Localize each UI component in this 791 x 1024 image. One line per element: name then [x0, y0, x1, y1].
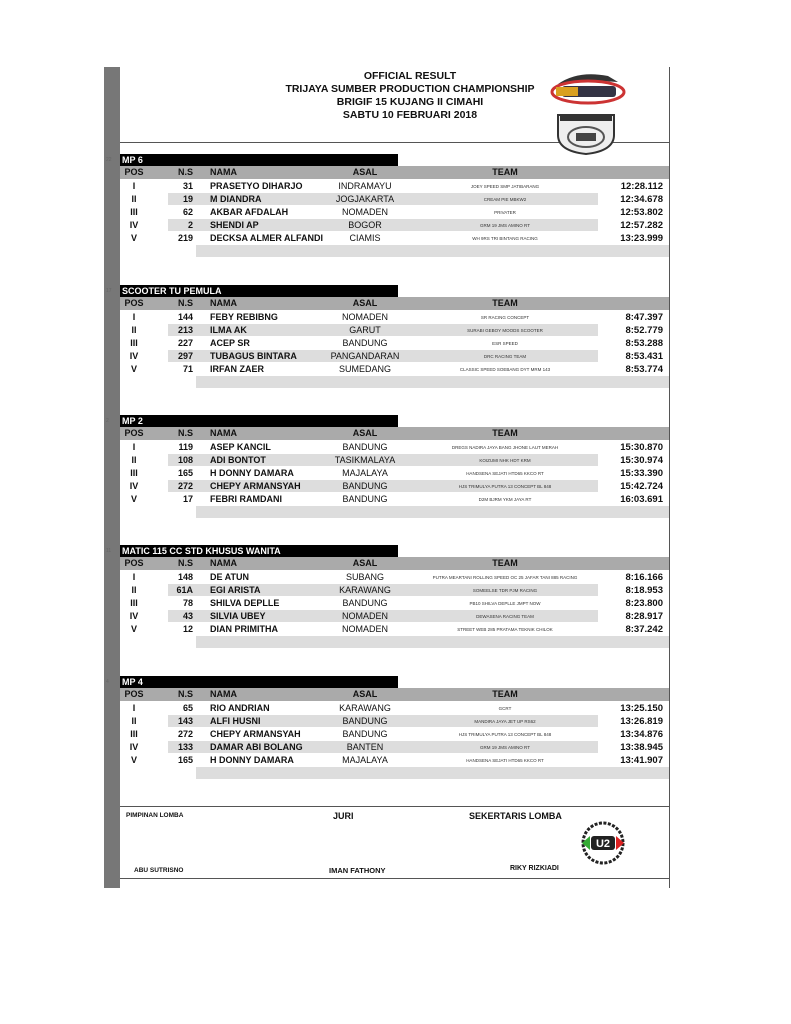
section-title: SCOOTER TU PEMULA	[120, 285, 398, 297]
cell-ns: 78	[182, 598, 193, 608]
cell-ns: 62	[182, 207, 193, 217]
cell-ns: 19	[182, 194, 193, 204]
cell-pos: III	[130, 598, 138, 608]
cell-ns: 148	[177, 572, 193, 582]
race-section	[106, 285, 669, 389]
cell-team: SOMEELSE TDR PJM RACING	[472, 588, 538, 593]
u2-stamp-icon	[576, 821, 630, 865]
cell-ns: 213	[177, 325, 193, 335]
cell-asal: BANDUNG	[342, 598, 388, 608]
race-section	[106, 154, 669, 258]
cell-nama: ILMA AK	[210, 325, 247, 335]
cell-team: PB10 SHILVA DEPLLE JMPT NOW	[469, 601, 541, 606]
table-header	[120, 688, 669, 701]
cell-team: WH 9RS TRI BINTANG RACING	[472, 236, 538, 241]
cell-ns: 143	[177, 716, 193, 726]
sekretaris-label: SEKERTARIS LOMBA	[469, 811, 562, 821]
table-row	[120, 584, 669, 597]
cell-nama: ACEP SR	[210, 338, 250, 348]
cell-pos: II	[131, 455, 137, 465]
section-number: 4	[106, 679, 109, 685]
cell-nama: EGI ARISTA	[210, 585, 261, 595]
table-row	[120, 741, 669, 754]
cell-nama: FEBY REBIBNG	[210, 312, 278, 322]
cell-time: 13:38.945	[620, 742, 663, 753]
cell-nama: ALFI HUSNI	[210, 716, 261, 726]
cell-ns: 144	[177, 312, 193, 322]
cell-nama: SHENDI AP	[210, 220, 259, 230]
table-row	[120, 454, 669, 467]
sheet-header	[120, 67, 669, 143]
pimpinan-name: ABU SUTRISNO	[134, 867, 184, 874]
column-header-nama: NAMA	[210, 689, 237, 699]
cell-team: CLASSIC SPEED SOEBANG DYT MRM 143	[459, 367, 551, 372]
column-header-pos: POS	[124, 689, 144, 699]
table-row	[120, 754, 669, 767]
column-header-team: TEAM	[492, 689, 518, 699]
column-header-ns: N.S	[177, 558, 193, 568]
cell-asal: MAJALAYA	[342, 468, 388, 478]
cell-pos: II	[131, 325, 137, 335]
table-row	[120, 232, 669, 245]
blank-row	[196, 506, 669, 518]
cell-nama: CHEPY ARMANSYAH	[210, 729, 301, 739]
cell-team: HANDSENA SEJATI HTD65 KKCO RT	[466, 471, 544, 476]
title-line: OFFICIAL RESULT	[363, 70, 457, 82]
section-number: 11	[106, 548, 112, 554]
cell-ns: 31	[182, 181, 193, 191]
cell-team: GRM 19 JMS AMINO RT	[480, 745, 530, 750]
cell-nama: AKBAR AFDALAH	[210, 207, 289, 217]
cell-ns: 61A	[176, 585, 193, 595]
cell-pos: IV	[129, 481, 139, 491]
column-header-pos: POS	[124, 298, 144, 308]
cell-ns: 297	[177, 351, 193, 361]
table-row	[120, 350, 669, 363]
header-title	[260, 70, 560, 122]
cell-time: 12:28.112	[620, 181, 663, 192]
cell-team: DEWASENA RACING TEAM	[476, 614, 534, 619]
cell-asal: BANDUNG	[342, 729, 388, 739]
cell-asal: MAJALAYA	[342, 755, 388, 765]
date-line: SABTU 10 FEBRUARI 2018	[342, 109, 478, 121]
table-header	[120, 427, 669, 440]
cell-ns: 133	[177, 742, 193, 752]
column-header-team: TEAM	[492, 428, 518, 438]
cell-nama: PRASETYO DIHARJO	[210, 181, 303, 191]
table-row	[120, 480, 669, 493]
cell-time: 8:28.917	[625, 611, 663, 622]
left-margin-bar	[104, 67, 120, 888]
cell-ns: 119	[178, 442, 193, 452]
column-header-asal: ASAL	[352, 167, 378, 177]
cell-nama: H DONNY DAMARA	[210, 468, 294, 478]
section-title: MP 6	[120, 154, 398, 166]
section-title: MP 2	[120, 415, 398, 427]
column-header-ns: N.S	[177, 298, 193, 308]
cell-nama: FEBRI RAMDANI	[210, 494, 282, 504]
cell-nama: DAMAR ABI BOLANG	[210, 742, 303, 752]
table-row	[120, 493, 669, 506]
column-header-pos: POS	[124, 167, 144, 177]
section-title: MATIC 115 CC STD KHUSUS WANITA	[120, 545, 398, 557]
sumber-logo-icon	[548, 70, 628, 106]
column-header-nama: NAMA	[210, 298, 237, 308]
section-number: 17	[106, 288, 112, 294]
cell-nama: DECKSA ALMER ALFANDI	[210, 233, 323, 243]
table-row	[120, 219, 669, 232]
cell-ns: 17	[182, 494, 193, 504]
result-sheet	[104, 67, 670, 888]
column-header-team: TEAM	[492, 558, 518, 568]
championship-line: TRIJAYA SUMBER PRODUCTION CHAMPIONSHIP	[285, 83, 535, 95]
cell-asal: NOMADEN	[341, 207, 388, 217]
cell-pos: IV	[129, 611, 139, 621]
cell-asal: BOGOR	[348, 220, 382, 230]
cell-pos: IV	[129, 351, 139, 361]
table-row	[120, 610, 669, 623]
column-header-asal: ASAL	[352, 689, 378, 699]
cell-asal: KARAWANG	[339, 703, 391, 713]
cell-team: PRIVATER	[494, 210, 516, 215]
table-row	[120, 337, 669, 350]
cell-team: STREET WEB 285 PRATAMA TEKNIK CHILOK	[457, 627, 553, 632]
blank-row	[196, 767, 669, 779]
cell-ns: 272	[177, 481, 193, 491]
cell-time: 15:33.390	[620, 468, 663, 479]
cell-asal: BANTEN	[346, 742, 384, 752]
juri-name: IMAN FATHONY	[329, 866, 386, 875]
cell-team: GRM 19 JMS AMINO RT	[480, 223, 530, 228]
cell-asal: INDRAMAYU	[338, 181, 392, 191]
blank-row	[196, 636, 669, 648]
venue-line: BRIGIF 15 KUJANG II CIMAHI	[336, 96, 484, 108]
column-header-ns: N.S	[177, 428, 193, 438]
cell-team: HJS TRIMULYA PUTRA 13 CONCEPT BL 848	[458, 484, 552, 489]
section-number: 22	[106, 157, 112, 163]
table-row	[120, 467, 669, 480]
table-header	[120, 166, 669, 179]
table-row	[120, 193, 669, 206]
column-header-asal: ASAL	[352, 558, 378, 568]
cell-time: 12:34.678	[620, 194, 663, 205]
cell-asal: GARUT	[349, 325, 381, 335]
cell-team: DREGS NADIRA JAYA BANG JHONE LAUT MERAH	[451, 445, 559, 450]
table-row	[120, 715, 669, 728]
cell-time: 16:03.691	[620, 494, 663, 505]
svg-text:U2: U2	[595, 838, 611, 850]
cell-nama: M DIANDRA	[210, 194, 262, 204]
cell-pos: V	[130, 364, 137, 374]
cell-time: 13:26.819	[620, 716, 663, 727]
cell-team: PUTRA MEARTANI ROLLING SPEED OC 25 JAFAR TANI 885 RACING	[432, 575, 578, 580]
column-header-nama: NAMA	[210, 167, 237, 177]
cell-time: 8:53.431	[625, 351, 663, 362]
table-row	[120, 623, 669, 636]
blank-row	[196, 376, 669, 388]
juri-label: JURI	[333, 811, 354, 821]
cell-pos: I	[132, 572, 136, 582]
race-section	[106, 676, 669, 780]
sekretaris-name: RIKY RIZKIADI	[510, 865, 559, 872]
cell-ns: 227	[177, 338, 193, 348]
cell-pos: I	[132, 312, 136, 322]
pimpinan-label: PIMPINAN LOMBA	[126, 812, 184, 819]
column-header-ns: N.S	[177, 689, 193, 699]
cell-ns: 219	[177, 233, 193, 243]
cell-nama: ASEP KANCIL	[210, 442, 271, 452]
cell-pos: I	[132, 181, 136, 191]
column-header-asal: ASAL	[352, 298, 378, 308]
cell-asal: BANDUNG	[342, 716, 388, 726]
cell-team: D2M BJRM YKM JAYA RT	[478, 497, 532, 502]
cell-time: 12:53.802	[620, 207, 663, 218]
cell-team: KOIZUMI NHK HDT KRM	[479, 458, 531, 463]
cell-nama: ADI BONTOT	[210, 455, 266, 465]
cell-team: JOEY SPEED SMP JATIBARANG	[470, 184, 540, 189]
cell-asal: CIAMIS	[349, 233, 381, 243]
cell-team: CREAM PIE MBKW2	[483, 197, 527, 202]
cell-time: 8:16.166	[625, 572, 663, 583]
cell-nama: SILVIA UBEY	[210, 611, 266, 621]
cell-pos: II	[131, 194, 137, 204]
cell-time: 8:53.288	[625, 338, 663, 349]
cell-asal: NOMADEN	[341, 624, 388, 634]
cell-pos: I	[132, 703, 136, 713]
cell-pos: V	[130, 624, 137, 634]
table-row	[120, 363, 669, 376]
cell-time: 8:18.953	[625, 585, 663, 596]
column-header-ns: N.S	[177, 167, 193, 177]
cell-asal: BANDUNG	[342, 481, 388, 491]
cell-ns: 165	[177, 468, 193, 478]
blank-row	[196, 245, 669, 257]
cell-team: HJS TRIMULYA PUTRA 13 CONCEPT BL 848	[458, 732, 552, 737]
cell-asal: JOGJAKARTA	[335, 194, 395, 204]
cell-ns: 71	[182, 364, 193, 374]
cell-pos: III	[130, 207, 138, 217]
cell-pos: III	[130, 338, 138, 348]
cell-asal: BANDUNG	[342, 338, 388, 348]
table-row	[120, 597, 669, 610]
column-header-team: TEAM	[492, 167, 518, 177]
column-header-nama: NAMA	[210, 428, 237, 438]
table-row	[120, 311, 669, 324]
cell-nama: DIAN PRIMITHA	[210, 624, 278, 634]
cell-team: GCRT	[498, 706, 512, 711]
cell-team: DRC RACING TEAM	[483, 354, 527, 359]
column-header-team: TEAM	[492, 298, 518, 308]
cell-pos: IV	[129, 220, 139, 230]
race-section	[106, 415, 669, 519]
cell-team: MANDIRA JAYA JET UP RS62	[474, 719, 536, 724]
cell-time: 13:25.150	[620, 703, 663, 714]
cell-asal: PANGANDARAN	[330, 351, 400, 361]
column-header-pos: POS	[124, 428, 144, 438]
cell-asal: SUBANG	[345, 572, 384, 582]
cell-pos: III	[130, 729, 138, 739]
column-header-nama: NAMA	[210, 558, 237, 568]
table-row	[120, 441, 669, 454]
column-header-asal: ASAL	[352, 428, 378, 438]
cell-team: SR RACING CONCEPT	[480, 315, 530, 320]
cell-pos: V	[130, 233, 137, 243]
cell-time: 13:41.907	[620, 755, 663, 766]
cell-nama: RIO ANDRIAN	[210, 703, 270, 713]
cell-ns: 65	[182, 703, 193, 713]
cell-asal: SUMEDANG	[338, 364, 391, 374]
cell-pos: V	[130, 494, 137, 504]
cell-asal: BANDUNG	[342, 494, 388, 504]
cell-asal: TASIKMALAYA	[334, 455, 396, 465]
signature-block	[120, 806, 669, 879]
table-row	[120, 571, 669, 584]
cell-time: 15:30.870	[620, 442, 663, 453]
cell-team: ESR SPEED	[492, 341, 518, 346]
cell-nama: SHILVA DEPLLE	[210, 598, 280, 608]
cell-nama: H DONNY DAMARA	[210, 755, 294, 765]
race-section	[106, 545, 669, 649]
table-row	[120, 180, 669, 193]
cell-pos: II	[131, 585, 137, 595]
cell-time: 15:30.974	[620, 455, 663, 466]
cell-ns: 2	[187, 220, 193, 230]
cell-asal: BANDUNG	[342, 442, 388, 452]
cell-time: 13:23.999	[620, 233, 663, 244]
cell-nama: TUBAGUS BINTARA	[210, 351, 297, 361]
cell-time: 12:57.282	[620, 220, 663, 231]
table-row	[120, 728, 669, 741]
cell-team: HANDSENA SEJATI HTD65 KKCO RT	[466, 758, 544, 763]
cell-pos: II	[131, 716, 137, 726]
cell-ns: 165	[177, 755, 193, 765]
cell-team: SURABI GEBOY MOODS SCOOTER	[467, 328, 543, 333]
section-title: MP 4	[120, 676, 398, 688]
table-row	[120, 702, 669, 715]
cell-time: 8:23.800	[625, 598, 663, 609]
table-header	[120, 297, 669, 310]
cell-time: 8:47.397	[625, 312, 663, 323]
cell-pos: IV	[129, 742, 139, 752]
table-row	[120, 206, 669, 219]
cell-ns: 12	[182, 624, 193, 634]
cell-pos: I	[132, 442, 136, 452]
cell-time: 13:34.876	[620, 729, 663, 740]
cell-ns: 108	[177, 455, 193, 465]
cell-asal: KARAWANG	[339, 585, 391, 595]
cell-time: 8:37.242	[625, 624, 663, 635]
table-header	[120, 557, 669, 570]
cell-asal: NOMADEN	[341, 611, 388, 621]
cell-time: 8:53.774	[625, 364, 663, 375]
cell-ns: 272	[177, 729, 193, 739]
cell-nama: CHEPY ARMANSYAH	[210, 481, 301, 491]
section-number: 2	[106, 418, 109, 424]
cell-ns: 43	[182, 611, 193, 621]
cell-pos: V	[130, 755, 137, 765]
cell-time: 15:42.724	[620, 481, 663, 492]
cell-nama: DE ATUN	[210, 572, 249, 582]
cell-asal: NOMADEN	[341, 312, 388, 322]
cell-pos: III	[130, 468, 138, 478]
cell-time: 8:52.779	[625, 325, 663, 336]
cell-nama: IRFAN ZAER	[210, 364, 264, 374]
table-row	[120, 324, 669, 337]
jawa-barat-badge-icon	[554, 111, 618, 155]
column-header-pos: POS	[124, 558, 144, 568]
